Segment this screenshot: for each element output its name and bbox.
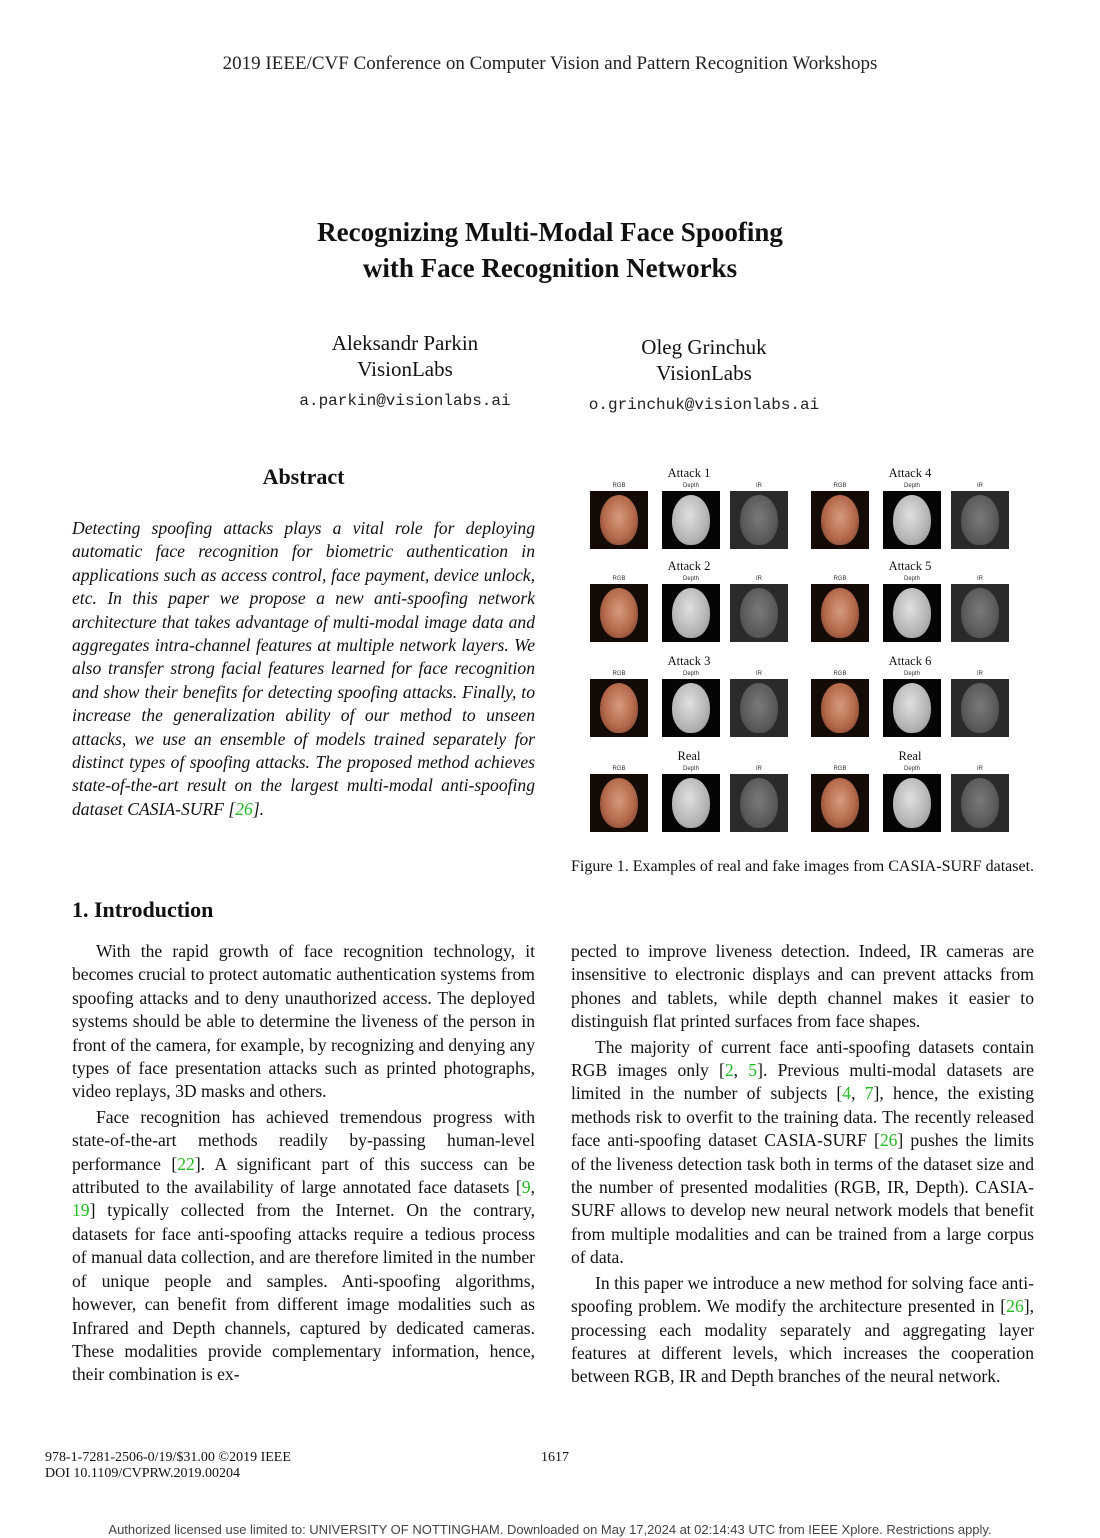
modality-label: Depth xyxy=(903,766,920,772)
face-image-depth xyxy=(662,584,720,642)
face-shape xyxy=(961,683,999,733)
citation-link[interactable]: 7 xyxy=(864,1083,874,1104)
author-name: Aleksandr Parkin xyxy=(331,331,479,355)
face-image-rgb xyxy=(811,491,869,549)
face-image-depth xyxy=(883,774,941,832)
text: ]. A significant part of this success can be attributed to the availability of large annotated face datasets [ xyxy=(72,1153,535,1198)
paper-title xyxy=(150,214,950,286)
figure-group-title: Real xyxy=(677,749,701,763)
face-shape xyxy=(740,588,778,638)
text: Face recognition has achieved tremendous progress with state-of-the-art methods readily by-passing human-level performance [ xyxy=(72,1106,535,1174)
figure-group xyxy=(811,749,1011,834)
citation-link[interactable]: 5 xyxy=(748,1060,758,1081)
modality-label: Depth xyxy=(682,483,699,489)
modality-label: RGB xyxy=(833,766,847,772)
modality-label: IR xyxy=(756,766,762,772)
face-shape xyxy=(893,588,931,638)
face-image-depth xyxy=(883,584,941,642)
face-image-ir xyxy=(951,491,1009,549)
figure-1 xyxy=(590,466,1040,838)
face-shape xyxy=(821,588,859,638)
modality-label: IR xyxy=(977,766,983,772)
modality-label: RGB xyxy=(612,671,626,677)
figure-group-title: Attack 5 xyxy=(888,559,932,573)
figure-group xyxy=(590,466,790,551)
abstract-text xyxy=(72,517,535,821)
face-shape xyxy=(961,495,999,545)
paragraph xyxy=(571,1036,1034,1270)
figure-group-title: Attack 2 xyxy=(667,559,711,573)
face-image-ir xyxy=(951,584,1009,642)
footer-copyright xyxy=(45,1450,291,1482)
author-block-2 xyxy=(545,334,863,418)
face-image-rgb xyxy=(811,584,869,642)
modality-label: IR xyxy=(977,483,983,489)
text: , xyxy=(851,1083,865,1104)
modality-label: RGB xyxy=(612,483,626,489)
figure-group-title: Attack 6 xyxy=(888,654,932,668)
face-shape xyxy=(821,778,859,828)
modality-label: RGB xyxy=(612,766,626,772)
face-shape xyxy=(893,495,931,545)
face-image-depth xyxy=(662,774,720,832)
left-column-text xyxy=(72,940,535,1389)
face-shape xyxy=(740,683,778,733)
paragraph xyxy=(72,1106,535,1387)
modality-label: IR xyxy=(977,671,983,677)
figure-caption: Figure 1. Examples of real and fake images from CASIA-SURF dataset. xyxy=(571,858,1035,875)
figure-group xyxy=(590,749,790,834)
face-shape xyxy=(821,683,859,733)
paragraph: With the rapid growth of face recognition technology, it becomes crucial to protect automatic authentication systems from spoofing attacks and to deny unauthorized access. The deployed systems should be able to determine the liveness of the person in front of the camera, for example, by recognizing and denying any types of face presentation attacks such as printed photographs, video replays, 3D masks and others. xyxy=(72,941,535,1102)
face-shape xyxy=(740,778,778,828)
face-image-rgb xyxy=(590,584,648,642)
text: In this paper we introduce a new method for solving face anti-spoofing problem. We modify the architecture presented in [ xyxy=(571,1272,1034,1317)
author-affiliation: VisionLabs xyxy=(357,357,453,381)
figure-group xyxy=(811,654,1011,739)
text: , xyxy=(733,1060,749,1081)
text: The majority of current face anti-spoofing datasets contain RGB images only [ xyxy=(571,1036,1034,1081)
face-image-depth xyxy=(662,491,720,549)
face-shape xyxy=(600,588,638,638)
face-shape xyxy=(672,683,710,733)
face-shape xyxy=(961,588,999,638)
modality-label: Depth xyxy=(682,576,699,582)
license-notice: Authorized licensed use limited to: UNIVERSITY OF NOTTINGHAM. Downloaded on May 17,2024 at 02:14:43 UTC from IEEE Xplore. Restrictions apply. xyxy=(108,1522,992,1537)
author-affiliation: VisionLabs xyxy=(656,361,752,385)
conference-header: 2019 IEEE/CVF Conference on Computer Vision and Pattern Recognition Workshops xyxy=(222,53,878,74)
modality-label: Depth xyxy=(682,671,699,677)
face-image-rgb xyxy=(811,679,869,737)
abstract-body: Detecting spoofing attacks plays a vital role for deploying automatic face recognition for biometric authentication in applications such as access control, face payment, device unlock, etc. In this paper we propose a new anti-spoofing network architecture that takes advantage of multi-modal image data and aggregates intra-channel features at multiple network layers. We also transfer strong facial features learned for face recognition and show their benefits for detecting spoofing attacks. Finally, to increase the generalization ability of our method to unseen attacks, we use an ensemble of models trained separately for distinct types of spoofing attacks. The proposed method achieves state-of-the-art result on the largest multi-modal anti-spoofing dataset CASIA-SURF [ xyxy=(72,518,535,819)
citation-link[interactable]: 19 xyxy=(72,1200,90,1221)
abstract-heading: Abstract xyxy=(262,464,345,489)
text: ], processing each modality separately and aggregating layer features at different levels, which increases the cooperation between RGB, IR and Depth branches of the neural network. xyxy=(571,1296,1034,1387)
face-shape xyxy=(961,778,999,828)
face-image-ir xyxy=(730,584,788,642)
face-shape xyxy=(672,588,710,638)
title-line-1: Recognizing Multi-Modal Face Spoofing xyxy=(317,217,783,247)
modality-label: RGB xyxy=(833,671,847,677)
figure-group xyxy=(590,654,790,739)
modality-label: Depth xyxy=(903,671,920,677)
citation-link[interactable]: 26 xyxy=(1006,1296,1024,1317)
face-shape xyxy=(821,495,859,545)
section-heading-introduction: 1. Introduction xyxy=(72,897,214,922)
modality-label: RGB xyxy=(833,576,847,582)
citation-link[interactable]: 22 xyxy=(177,1153,195,1174)
footer-doi: DOI 10.1109/CVPRW.2019.00204 xyxy=(45,1466,240,1481)
face-image-depth xyxy=(883,679,941,737)
face-image-ir xyxy=(951,774,1009,832)
modality-label: IR xyxy=(756,576,762,582)
face-image-rgb xyxy=(590,491,648,549)
modality-label: Depth xyxy=(903,576,920,582)
citation-link[interactable]: 26 xyxy=(235,798,253,819)
figure-group-title: Attack 4 xyxy=(888,466,932,480)
face-shape xyxy=(893,683,931,733)
figure-group-title: Attack 3 xyxy=(667,654,711,668)
modality-label: Depth xyxy=(903,483,920,489)
modality-label: IR xyxy=(756,671,762,677)
title-line-2: with Face Recognition Networks xyxy=(362,253,738,283)
face-shape xyxy=(740,495,778,545)
text: ] pushes the limits of the liveness detection task both in terms of the dataset size and the number of presented modalities (RGB, IR, Depth). CASIA-SURF allows to develop new neural network models that benefit from multiple modalities and can be trained from a large corpus of data. xyxy=(571,1130,1034,1268)
paragraph: pected to improve liveness detection. Indeed, IR cameras are insensitive to electronic displays and can prevent attacks from phones and tablets, while depth channel makes it easier to distinguish flat printed surfaces from face shapes. xyxy=(571,941,1034,1032)
face-image-depth xyxy=(662,679,720,737)
abstract-end: ]. xyxy=(252,798,265,819)
face-shape xyxy=(672,495,710,545)
author-email[interactable]: a.parkin@visionlabs.ai xyxy=(299,392,511,410)
face-image-ir xyxy=(730,491,788,549)
modality-label: RGB xyxy=(612,576,626,582)
face-shape xyxy=(893,778,931,828)
paragraph xyxy=(571,1272,1034,1389)
figure-group xyxy=(590,559,790,644)
text: , xyxy=(530,1177,535,1198)
page-number: 1617 xyxy=(541,1450,569,1465)
figure-group xyxy=(811,466,1011,551)
face-image-ir xyxy=(951,679,1009,737)
footer-isbn: 978-1-7281-2506-0/19/$31.00 ©2019 IEEE xyxy=(45,1450,291,1465)
author-email[interactable]: o.grinchuk@visionlabs.ai xyxy=(588,396,820,414)
modality-label: Depth xyxy=(682,766,699,772)
modality-label: IR xyxy=(756,483,762,489)
face-shape xyxy=(600,778,638,828)
right-column-text xyxy=(571,940,1034,1391)
author-block-1 xyxy=(250,330,560,414)
modality-label: RGB xyxy=(833,483,847,489)
text: ], hence, the existing methods risk to overfit to the training data. The recently released face anti-spoofing dataset CASIA-SURF [ xyxy=(571,1083,1035,1151)
modality-label: IR xyxy=(977,576,983,582)
citation-link[interactable]: 26 xyxy=(879,1130,898,1151)
figure-group-title: Real xyxy=(898,749,922,763)
figure-group-title: Attack 1 xyxy=(667,466,711,480)
text: ] typically collected from the Internet. On the contrary, datasets for face anti-spoofing attacks require a tedious process of manual data collection, and are therefore limited in the number of unique people and samples. Anti-spoofing algorithms, however, can benefit from different image modalities such as Infrared and Depth channels, captured by dedicated cameras. These modalities provide complementary information, hence, their combination is ex- xyxy=(72,1200,535,1385)
author-name: Oleg Grinchuk xyxy=(641,335,767,359)
face-image-ir xyxy=(730,679,788,737)
face-image-ir xyxy=(730,774,788,832)
face-shape xyxy=(600,495,638,545)
citation-link[interactable]: 9 xyxy=(521,1177,531,1198)
citation-link[interactable]: 2 xyxy=(724,1060,734,1081)
face-image-rgb xyxy=(590,679,648,737)
face-shape xyxy=(672,778,710,828)
figure-group xyxy=(811,559,1011,644)
face-image-depth xyxy=(883,491,941,549)
text: ]. Previous multi-modal datasets are limited in the number of subjects [ xyxy=(571,1060,1035,1104)
face-shape xyxy=(600,683,638,733)
citation-link[interactable]: 4 xyxy=(842,1083,852,1104)
face-image-rgb xyxy=(590,774,648,832)
face-image-rgb xyxy=(811,774,869,832)
